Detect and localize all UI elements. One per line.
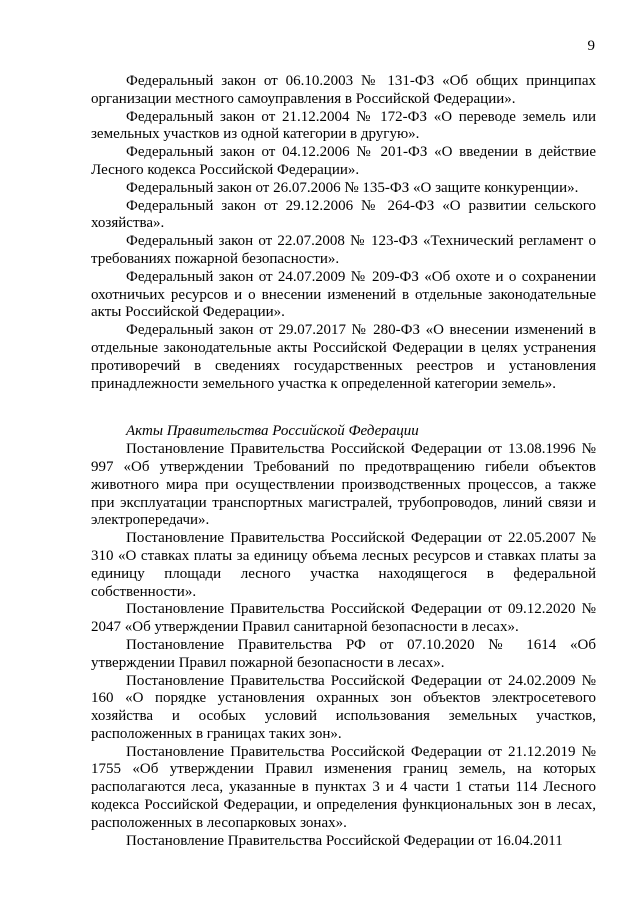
law-paragraph: Федеральный закон от 04.12.2006 № 201-ФЗ «О введении в действие Лесного кодекса Российской Федерации». (91, 144, 596, 178)
law-paragraph: Федеральный закон от 22.07.2008 № 123-ФЗ «Технический регламент о требованиях пожарной безопасности». (91, 233, 596, 267)
resolution-paragraph: Постановление Правительства Российской Федерации от 13.08.1996 № 997 «Об утверждении Требований по предотвращению гибели объектов животного мира при осуществлении производственных процессов, а также при эксплуатации транспортных магистралей, трубопроводов, линий связи и электропередачи». (91, 441, 596, 529)
law-paragraph: Федеральный закон от 26.07.2006 № 135-ФЗ «О защите конкуренции». (126, 179, 579, 196)
resolution-paragraph: Постановление Правительства Российской Федерации от 24.02.2009 № 160 «О порядке установления охранных зон объектов электросетевого хозяйства и особых условий использования земельных участков, расположенных в границах таких зон». (91, 672, 596, 742)
resolution-paragraph: Постановление Правительства РФ от 07.10.2020 № 1614 «Об утверждении Правил пожарной безопасности в лесах». (91, 636, 596, 671)
resolution-paragraph: Постановление Правительства Российской Федерации от 16.04.2011 (126, 832, 563, 849)
law-paragraph: Федеральный закон от 21.12.2004 № 172-ФЗ «О переводе земель или земельных участков из одной категории в другую». (91, 108, 596, 143)
resolution-paragraph: Постановление Правительства Российской Федерации от 22.05.2007 № 310 «О ставках платы за единицу объема лесных ресурсов и ставках платы за единицу площади лесного участка находящегося в федеральной собственности». (91, 530, 596, 600)
law-paragraph: Федеральный закон от 24.07.2009 № 209-ФЗ «Об охоте и о сохранении охотничьих ресурсов и о внесении изменений в отдельные законодательные акты Российской Федерации». (91, 268, 596, 321)
law-paragraph: Федеральный закон от 29.07.2017 № 280-ФЗ «О внесении изменений в отдельные законодательные акты Российской Федерации в целях устранения противоречий в сведениях государственных реестров и установления принадлежности земельного участка к определенной категории земель». (91, 322, 596, 392)
law-paragraph: Федеральный закон от 29.12.2006 № 264-ФЗ «О развитии сельского хозяйства». (91, 197, 596, 232)
page-content (91, 73, 596, 850)
page-number: 9 (587, 38, 595, 54)
resolution-paragraph: Постановление Правительства Российской Федерации от 09.12.2020 № 2047 «Об утверждении Правил санитарной безопасности в лесах». (91, 601, 596, 636)
resolution-paragraph: Постановление Правительства Российской Федерации от 21.12.2019 № 1755 «Об утверждении Правил изменения границ земель, на которых располагаются леса, указанные в пунктах 3 и 4 части 1 статьи 114 Лесного кодекса Российской Федерации, и определения функциональных зон в лесах, расположенных в лесопарковых зонах». (91, 743, 596, 831)
section-spacer (91, 393, 596, 423)
law-paragraph: Федеральный закон от 06.10.2003 № 131-ФЗ «Об общих принципах организации местного самоуправления в Российской Федерации». (91, 73, 596, 107)
section-heading: Акты Правительства Российской Федерации (126, 423, 419, 440)
